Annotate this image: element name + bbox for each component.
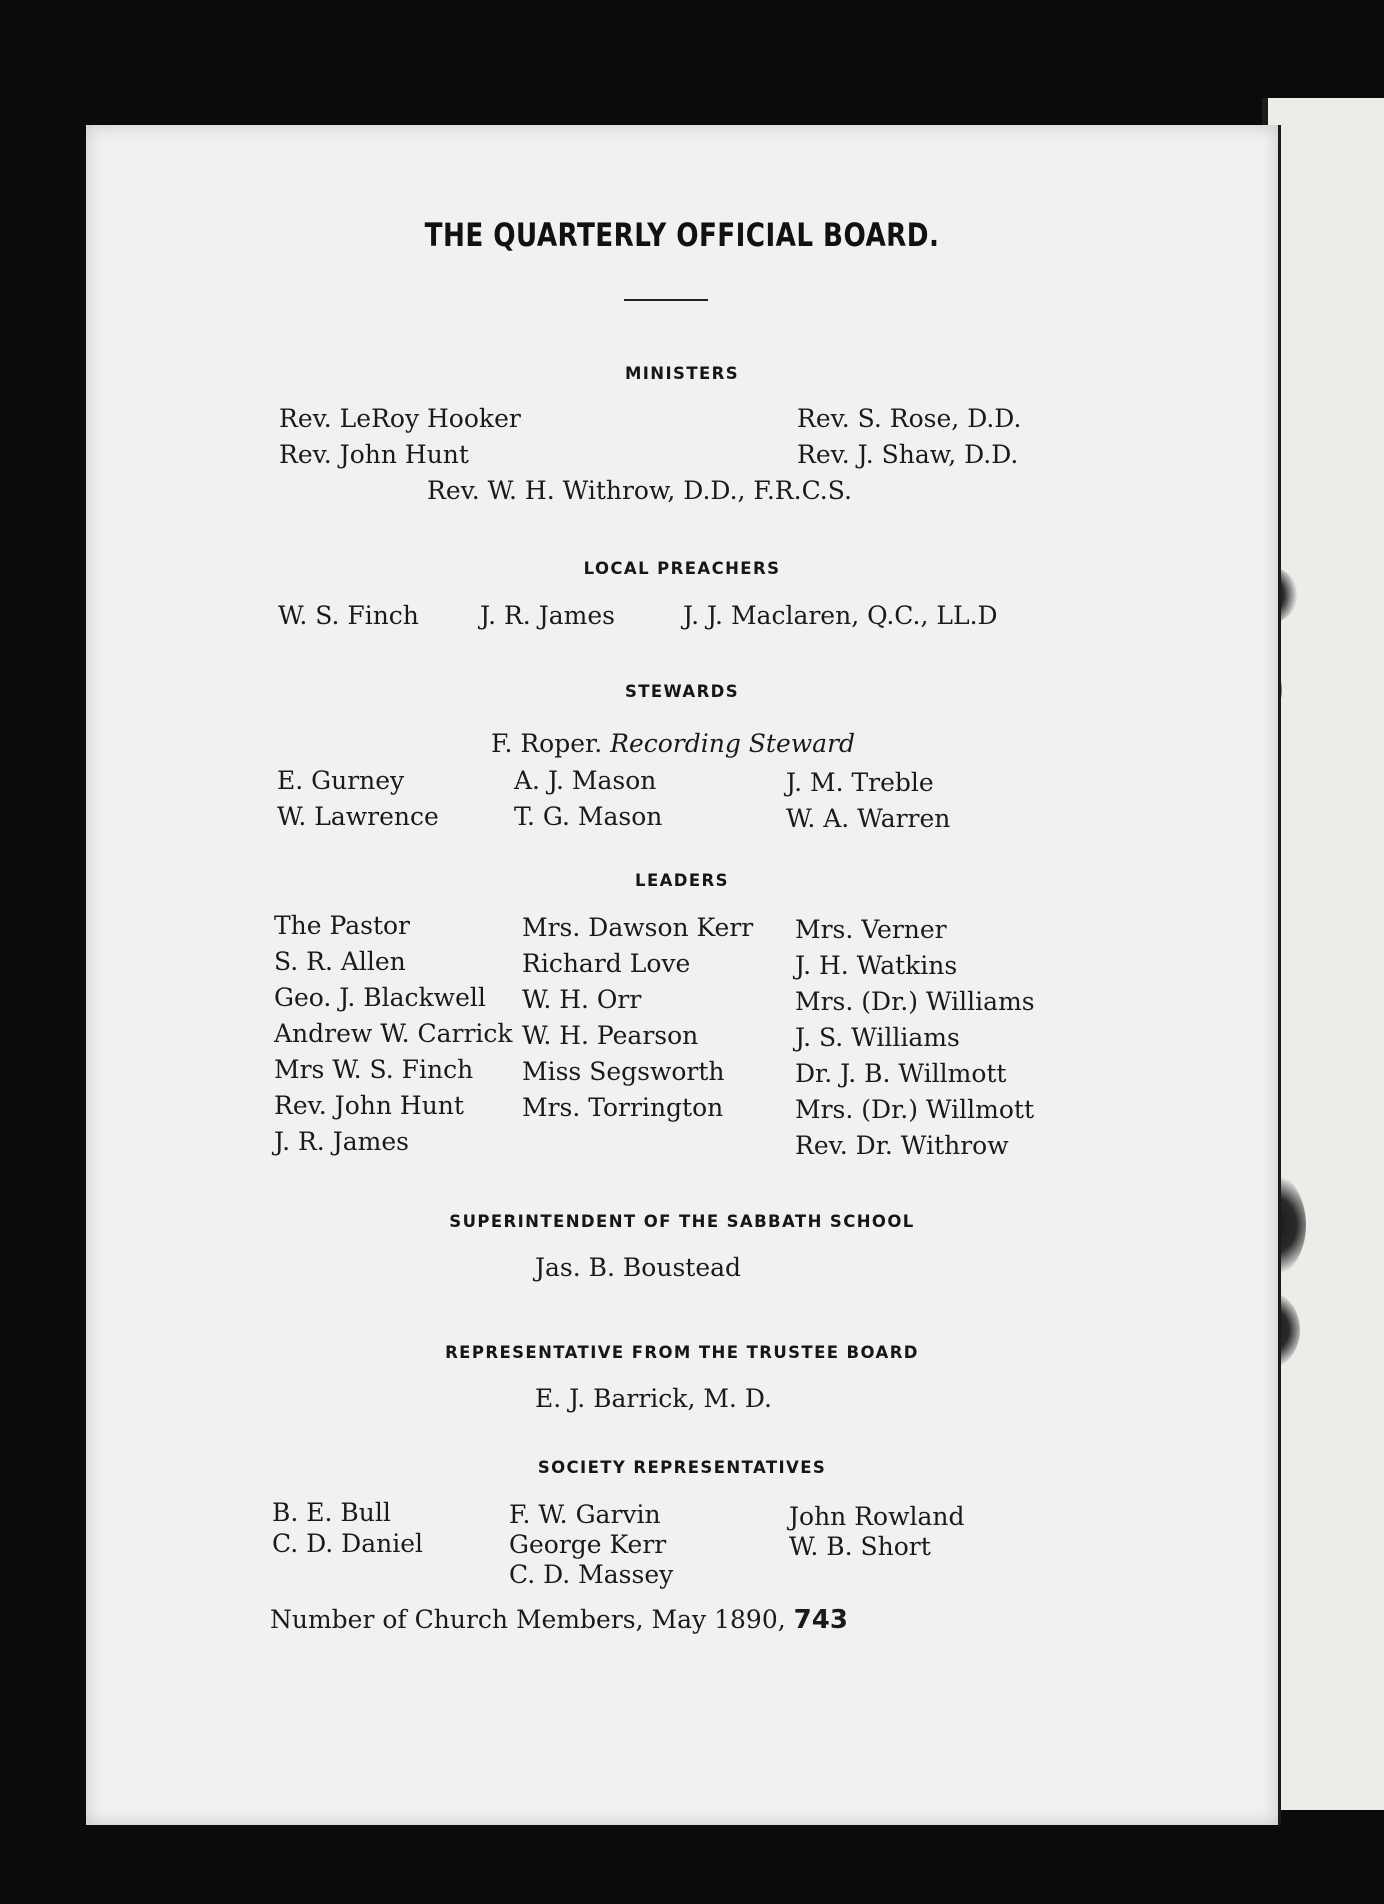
leader-name: Miss Segsworth: [522, 1057, 725, 1086]
page-title: THE QUARTERLY OFFICIAL BOARD.: [424, 216, 940, 254]
steward-name: A. J. Mason: [514, 766, 657, 795]
leader-name: J. S. Williams: [795, 1023, 960, 1052]
local-preacher-name: J. R. James: [480, 601, 615, 630]
leader-name: Dr. J. B. Willmott: [795, 1059, 1007, 1088]
steward-name: T. G. Mason: [514, 802, 663, 831]
leader-name: Geo. J. Blackwell: [274, 983, 486, 1012]
minister-name: Rev. S. Rose, D.D.: [797, 404, 1022, 433]
leader-name: W. H. Pearson: [522, 1021, 699, 1050]
society-representative-name: John Rowland: [789, 1502, 965, 1531]
leader-name: Mrs. Verner: [795, 915, 947, 944]
leader-name: Andrew W. Carrick: [274, 1019, 513, 1048]
leader-name: The Pastor: [274, 911, 410, 940]
sabbath-school-heading: SUPERINTENDENT OF THE SABBATH SCHOOL: [449, 1212, 915, 1231]
trustee-representative-name: E. J. Barrick, M. D.: [535, 1384, 772, 1413]
society-representative-name: C. D. Massey: [509, 1560, 674, 1589]
document-page: [86, 125, 1281, 1825]
local-preacher-name: W. S. Finch: [278, 601, 419, 630]
steward-name: E. Gurney: [277, 766, 405, 795]
title-rule: [624, 299, 708, 301]
minister-name: Rev. W. H. Withrow, D.D., F.R.C.S.: [427, 476, 852, 505]
leader-name: J. R. James: [274, 1127, 409, 1156]
society-representative-name: C. D. Daniel: [272, 1529, 424, 1558]
local-preachers-heading: LOCAL PREACHERS: [583, 559, 781, 578]
church-members-line: [270, 1605, 848, 1635]
society-representative-name: W. B. Short: [789, 1532, 931, 1561]
minister-name: Rev. LeRoy Hooker: [279, 404, 521, 433]
society-representative-name: B. E. Bull: [272, 1498, 391, 1527]
church-members-label: Number of Church Members, May 1890,: [270, 1605, 786, 1634]
recording-steward-name: F. Roper.: [491, 729, 603, 758]
church-members-count: 743: [793, 1605, 848, 1635]
minister-name: Rev. J. Shaw, D.D.: [797, 440, 1019, 469]
society-representative-name: George Kerr: [509, 1530, 667, 1559]
leader-name: Mrs. Torrington: [522, 1093, 724, 1122]
leader-name: Rev. Dr. Withrow: [795, 1131, 1009, 1160]
steward-name: J. M. Treble: [786, 768, 934, 797]
leader-name: Mrs W. S. Finch: [274, 1055, 474, 1084]
trustee-board-heading: REPRESENTATIVE FROM THE TRUSTEE BOARD: [445, 1343, 919, 1362]
leader-name: J. H. Watkins: [795, 951, 958, 980]
facing-page-edge: [1268, 98, 1384, 1810]
recording-steward-role: Recording Steward: [610, 729, 856, 758]
leader-name: Rev. John Hunt: [274, 1091, 464, 1120]
superintendent-name: Jas. B. Boustead: [535, 1253, 742, 1282]
recording-steward: [491, 729, 855, 758]
steward-name: W. A. Warren: [786, 804, 951, 833]
ministers-heading: MINISTERS: [624, 364, 740, 383]
steward-name: W. Lawrence: [277, 802, 439, 831]
society-representative-name: F. W. Garvin: [509, 1500, 661, 1529]
local-preacher-name: J. J. Maclaren, Q.C., LL.D: [683, 601, 998, 630]
leader-name: Mrs. (Dr.) Williams: [795, 987, 1035, 1016]
leaders-heading: LEADERS: [635, 871, 729, 890]
leader-name: Mrs. Dawson Kerr: [522, 913, 754, 942]
leader-name: Mrs. (Dr.) Willmott: [795, 1095, 1035, 1124]
society-heading: SOCIETY REPRESENTATIVES: [537, 1458, 827, 1477]
leader-name: W. H. Orr: [522, 985, 642, 1014]
leader-name: S. R. Allen: [274, 947, 406, 976]
minister-name: Rev. John Hunt: [279, 440, 469, 469]
leader-name: Richard Love: [522, 949, 691, 978]
stewards-heading: STEWARDS: [624, 682, 740, 701]
